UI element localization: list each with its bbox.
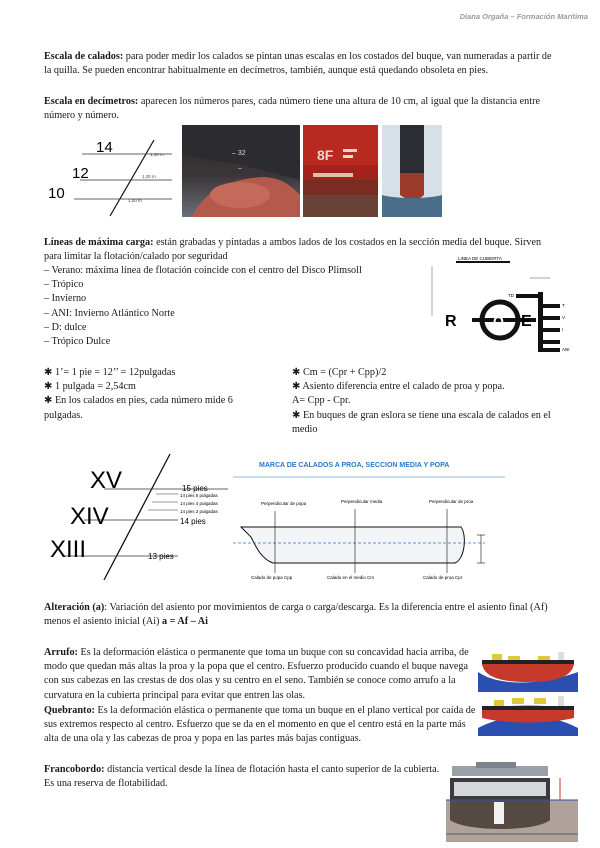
plimsoll-mark-v: V [562,315,566,320]
draft-photo-red-hull [303,125,378,217]
plimsoll-mark-diagram [420,256,576,356]
plimsoll-letter-o: O [493,313,504,329]
alteracion-formula: a = Af – Ai [161,616,208,628]
header-author: Diana Orgaña – Formación Marítima [459,12,588,21]
escala-calados-paragraph [44,50,558,78]
list-item: – Trópico [44,279,84,291]
quebranto-paragraph [44,704,476,747]
arrufo-term: Arrufo: [44,647,78,658]
quebranto-text: Es la deformación elástica o permanente que toma un buque en el plano vertical por caída de sus extremos respecto al centro. Esfuerzo que se da en el momento en que el centro está en la parte más alta de una ola y las cabezas de proa y popa en las partes más bajas contiguas. [44,705,476,745]
roman-label-14-6: 14 pies 6 pulgadas [180,493,218,498]
list-item: – Verano: máxima línea de flotación coincide con el centro del Disco Plimsoll [44,265,362,276]
list-item: ✱ 1’= 1 pie = 12’’ = 12pulgadas [44,367,176,378]
list-item: ✱ Cm = (Cpr + Cpp)/2 [292,367,387,378]
roman-label-14-4: 14 pies 4 pulgadas [180,501,218,506]
escala-decimetros-paragraph [44,95,558,123]
perp-label-media: Perpendicular media [341,499,383,504]
list-item: ✱ En buques de gran eslora se tiene una escala de calados en el medio [292,409,551,435]
svg-text:–: – [238,165,242,172]
maxima-carga-term: Líneas de máxima carga: [44,237,154,248]
francobordo-term: Francobordo: [44,764,105,775]
draft-marks-diagram [233,455,505,587]
roman-xv: XV [90,467,123,494]
perp-label-proa: Perpendicular de proa [429,499,474,504]
list-item: – Invierno [44,293,87,305]
svg-text:8F: 8F [317,147,334,163]
list-item: ✱ Asiento diferencia entre el calado de proa y popa. [292,381,505,393]
list-item: – ANI: Invierno Atlántico Norte [44,307,175,319]
dm-label-100: 1,00 m [128,198,142,203]
plimsoll-mark-d: D [508,303,512,308]
decimeter-scale-diagram [44,132,180,218]
notes-right [292,366,552,437]
roman-label-14: 14 pies [180,517,206,526]
dm-label-140: 1,40 m [150,152,164,157]
alteracion-paragraph [44,601,558,629]
francobordo-text: distancia vertical desde la línea de flotación hasta el canto superior de la cubierta. Es una reserva de flotabilidad. [44,764,440,790]
list-item: – Trópico Dulce [44,336,111,348]
notes-left [44,366,264,423]
draft-photo-stern [382,125,442,217]
plimsoll-letter-e: E [521,313,532,330]
maxima-carga-list [44,264,414,349]
dm-number-10: 10 [48,185,65,202]
roman-xiv: XIV [70,503,109,530]
plimsoll-deck-label: LINEA DE CUBIERTA [458,256,502,261]
bottom-label-cpp: Calado de popa Cpp [251,575,293,580]
dm-label-120: 1,20 m [142,174,156,179]
alteracion-text: : Variación del asiento por movimientos de carga o carga/descarga. Es la diferencia entre el asiento final (Af) menos el asiento inicial (Ai) [44,602,548,628]
arrufo-ship-illustration [478,650,578,692]
plimsoll-letter-r: R [445,313,457,330]
escala-calados-text: para poder medir los calados se pintan unas escalas en los costados del buque, van numeradas a partir de la quilla. Se pueden encontrar habitualmente en decímetros, también, aunque está quedando obsoleta en pies. [44,51,552,77]
dm-number-14: 14 [96,139,113,156]
dm-number-12: 12 [72,165,89,182]
bottom-label-cpr: Calado de proa Cpr [423,575,463,580]
list-item: ✱ En los calados en pies, cada número mide 6 pulgadas. [44,395,233,421]
arrufo-text: Es la deformación elástica o permanente que toma un buque con su concavidad hacia arriba, de modo que quedan más altas la proa y la popa que el centro. Esfuerzo producido cuando el buque navega con sus cabezas en las crestas de dos olas y su centro en el seno. También se conoce como arrufo a la curvatura en la cubierta principal para evitar que entren las olas. [44,647,469,701]
list-item: A= Cpp - Cpr. [292,395,351,407]
draft-photo-bow [182,125,300,217]
escala-decimetros-term: Escala en decímetros: [44,96,139,107]
escala-decimetros-text: aparecen los números pares, cada número tiene una altura de 10 cm, al igual que la distancia entre número y número. [44,96,540,122]
plimsoll-mark-ani: ANI [562,347,570,352]
roman-xiii: XIII [50,536,87,563]
roman-label-14-2: 14 pies 2 pulgadas [180,509,218,514]
maxima-carga-text: están grabadas y pintadas a ambos lados de los costados en la sección media del buque. Sirven para limitar la flotación/calado por seguridad [44,237,542,263]
escala-calados-term: Escala de calados: [44,51,124,62]
list-item: ✱ 1 pulgada = 2,54cm [44,381,136,393]
roman-draft-scale-diagram [44,452,230,582]
francobordo-paragraph [44,763,444,791]
roman-label-15: 15 pies [182,484,208,493]
quebranto-ship-illustration [478,694,578,736]
svg-text:– 32: – 32 [232,150,246,157]
alteracion-term: Alteración (a) [44,602,105,613]
plimsoll-mark-td: TD [508,293,514,298]
plimsoll-mark-t: T [562,303,565,308]
plimsoll-mark-i: I [562,327,564,332]
arrufo-paragraph [44,646,476,703]
francobordo-ship-section [446,762,578,842]
perp-label-popa: Perpendicular de popa [261,501,307,506]
bottom-label-cm: Calado en el medio Cm [327,575,375,580]
roman-label-13: 13 pies [148,552,174,561]
quebranto-term: Quebranto: [44,705,95,716]
list-item: – D: dulce [44,321,87,333]
draft-diagram-title: MARCA DE CALADOS A PROA, SECCION MEDIA Y POPA [259,462,450,469]
